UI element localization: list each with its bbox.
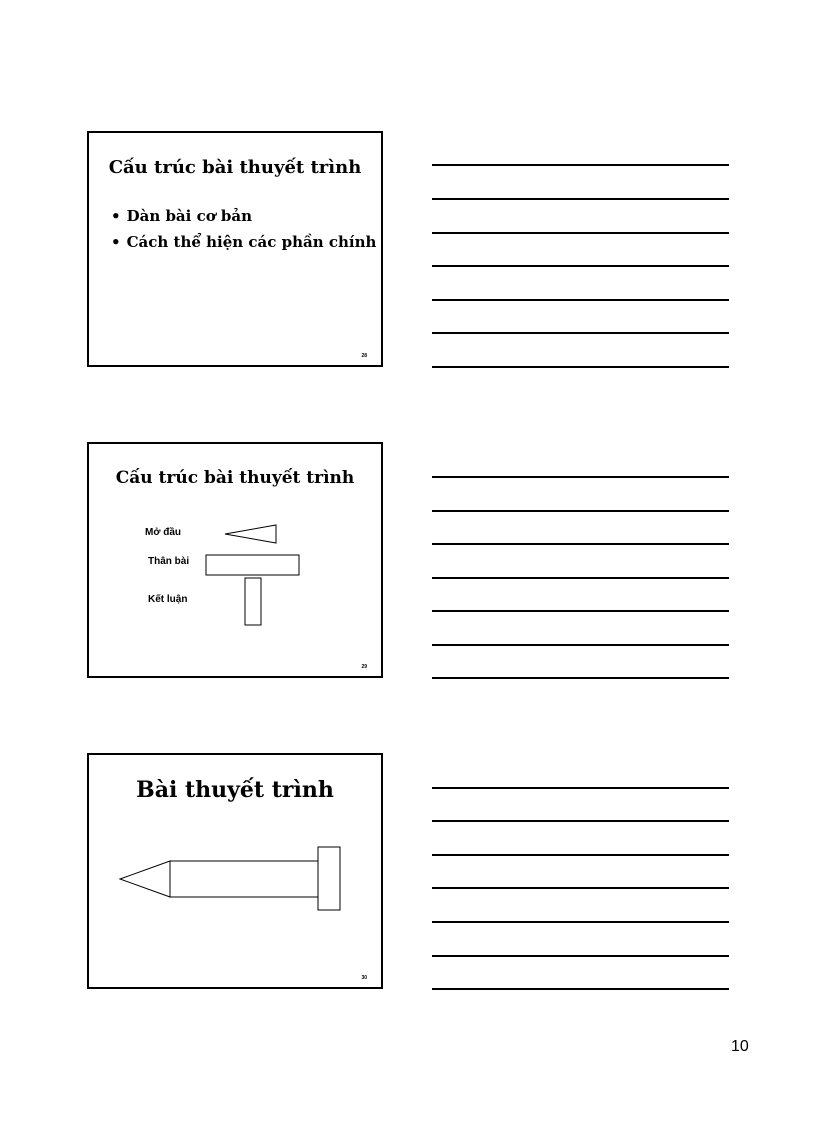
slide-number: 29 (361, 664, 367, 670)
note-line (432, 610, 729, 612)
note-line (432, 232, 729, 234)
bullet-list (111, 203, 376, 255)
label-conclusion: Kết luận (148, 594, 188, 605)
nail-tip-shape (120, 861, 170, 897)
body-bar-shape (206, 555, 299, 575)
note-line (432, 921, 729, 923)
note-line (432, 677, 729, 679)
slide-number: 28 (361, 353, 367, 359)
bullet-item: • Dàn bài cơ bản (111, 203, 376, 229)
nail-head-shape (318, 847, 340, 910)
note-line (432, 299, 729, 301)
note-line (432, 820, 729, 822)
note-line (432, 644, 729, 646)
slide-30 (87, 753, 383, 989)
page-number: 10 (731, 1038, 749, 1055)
note-line (432, 476, 729, 478)
slide-title: Cấu trúc bài thuyết trình (115, 468, 355, 488)
note-line (432, 164, 729, 166)
note-line (432, 510, 729, 512)
slide-28 (87, 131, 383, 367)
note-line (432, 955, 729, 957)
conclusion-post-shape (245, 578, 261, 625)
note-line (432, 988, 729, 990)
note-line (432, 366, 729, 368)
note-line (432, 198, 729, 200)
nail-diagram (89, 755, 381, 987)
slide-number: 30 (361, 975, 367, 981)
slide-title: Bài thuyết trình (136, 777, 334, 803)
label-intro: Mở đầu (145, 527, 181, 538)
structure-diagram (89, 444, 381, 676)
label-body: Thân bài (148, 556, 190, 567)
note-line (432, 543, 729, 545)
bullet-item: • Cách thể hiện các phần chính (111, 229, 376, 255)
note-line (432, 332, 729, 334)
slide-title: Cấu trúc bài thuyết trình (108, 157, 362, 178)
note-line (432, 854, 729, 856)
intro-wedge-shape (225, 525, 276, 543)
note-line (432, 577, 729, 579)
note-line (432, 787, 729, 789)
note-line (432, 265, 729, 267)
note-line (432, 887, 729, 889)
slide-29 (87, 442, 383, 678)
nail-shaft-shape (170, 861, 318, 897)
